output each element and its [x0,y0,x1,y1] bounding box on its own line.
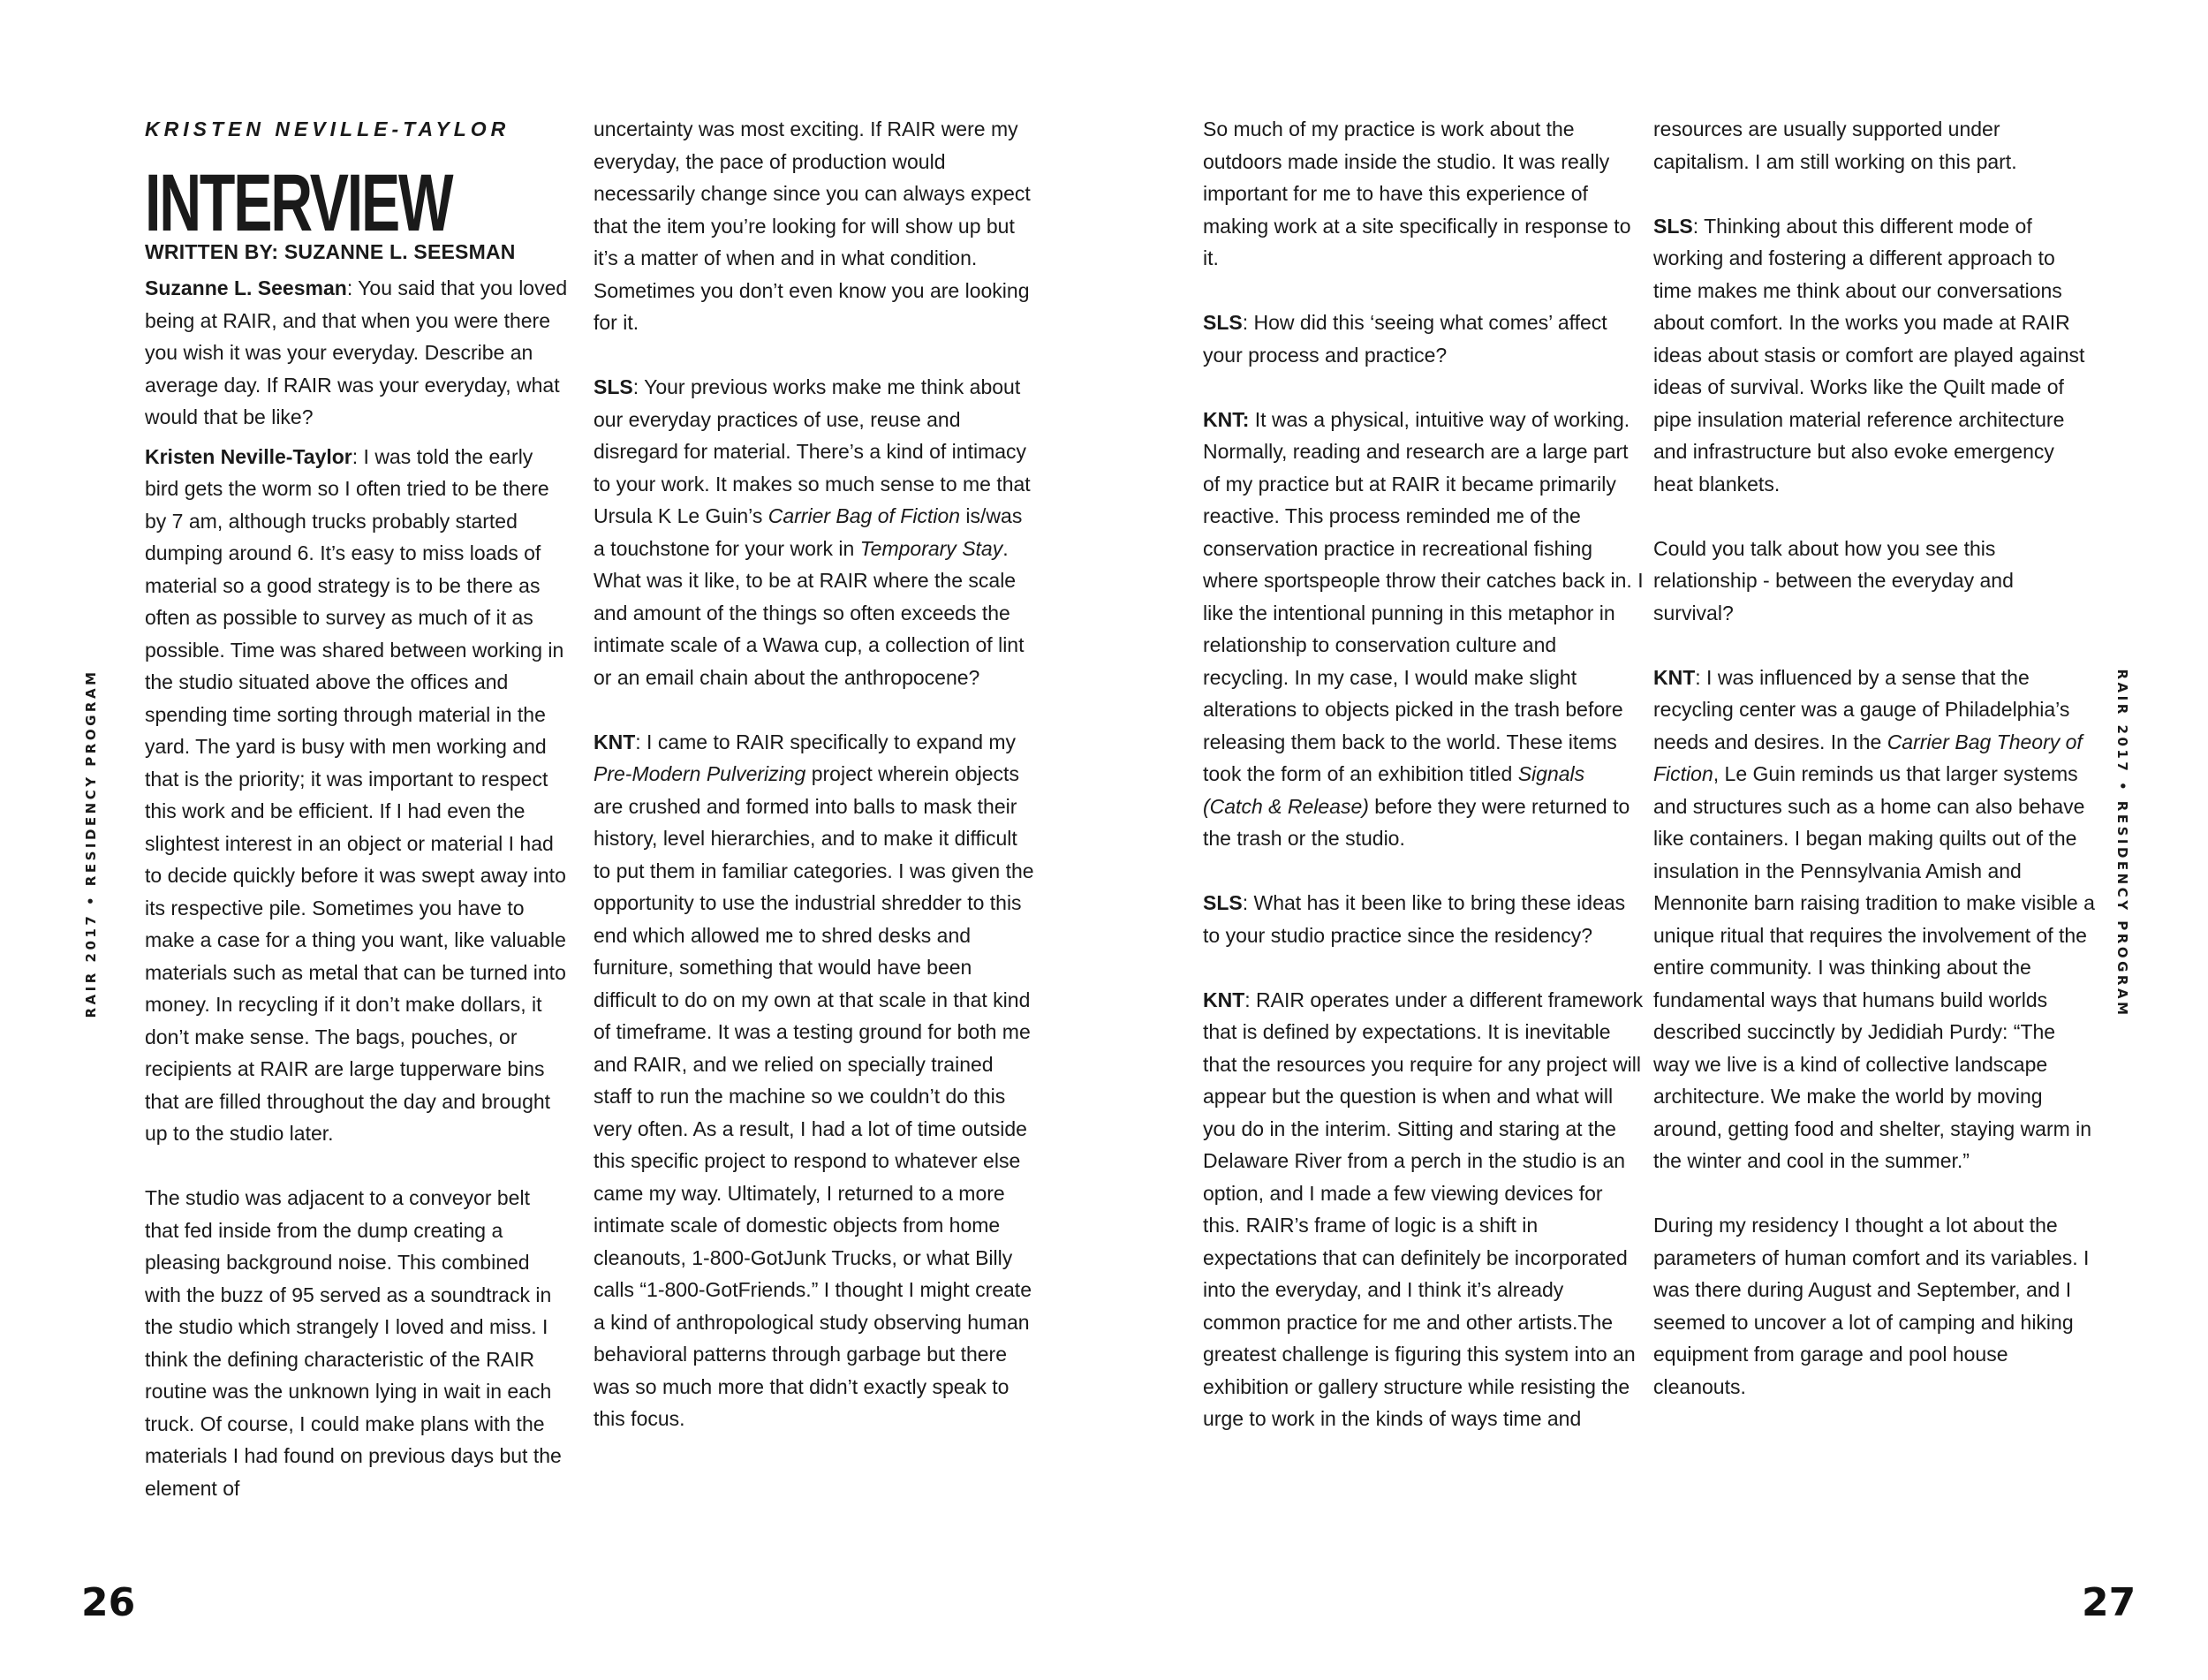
paragraph-text: During my residency I thought a lot about the parameters of human comfort and its variables. I was there during August and September, and I seemed to uncover a lot of camping and hiking equipment from garage and pool house cleanouts. [1653,1214,2090,1398]
paragraph-text: The studio was adjacent to a conveyor belt that fed inside from the dump creating a pleasing background noise. This combined with the buzz of 95 served as a soundtrack in the studio which strangely I loved and miss. I think the defining characteristic of the RAIR routine was the unknown lying in wait in each truck. Of course, I could make plans with the materials I had found on previous days but the element of [145,1186,562,1500]
title-italic: Carrier Bag Theory of Fiction [1653,730,2083,785]
paragraph-text: : Thinking about this different mode of working and fostering a different approach to time makes me think about our conversations about comfort. In the works you made at RAIR ideas about stasis or comfort are played against ideas of survival. Works like the Quilt made of pipe insulation material reference architecture and infrastructure but also evoke emergency heat blankets. [1653,214,2085,496]
paragraph [145,441,569,1150]
paragraph-text: So much of my practice is work about the outdoors made inside the studio. It was really important for me to have this experience of making work at a site specifically in response to it. [1203,117,1631,269]
paragraph-text: uncertainty was most exciting. If RAIR were my everyday, the pace of production would necessarily change since you can always expect that the item you’re looking for will show up but it’s a matter of when and in what condition. Sometimes you don’t even know you are looking for it. [594,117,1031,334]
paragraph [145,1182,569,1504]
paragraph-text: project wherein objects are crushed and formed into balls to mask their history, level hierarchies, and to make it difficult to put them in familiar categories. I was given the opportunity to use the industrial shredder to this end which allowed me to shred desks and furniture, something that would have been difficult to do on my own at that scale in that kind of timeframe. It was a testing ground for both me and RAIR, and we relied on specially trained staff to run the machine so we couldn’t do this very often. As a result, I had a lot of time outside this specific project to respond to whatever else came my way. Ultimately, I returned to a more intimate scale of domestic objects from home cleanouts, 1-800-GotJunk Trucks, or what Billy calls “1-800-GotFriends.” I thought I might create a kind of anthropological study observing human behavioral patterns through garbage but there was so much more that didn’t exactly speak to this focus. [594,762,1034,1430]
title-italic: Carrier Bag of Fiction [768,504,961,527]
paragraph-text: : What has it been like to bring these ideas to your studio practice since the residency? [1203,891,1626,947]
paragraph [1203,113,1645,275]
column-1 [145,113,569,1504]
page-number-left: 26 [81,1580,136,1625]
right-running-head: RAIR 2017 • RESIDENCY PROGRAM [2114,669,2130,1018]
column-2 [594,113,1035,1435]
paragraph-text: : Your previous works make me think about our everyday practices of use, reuse and disregard for material. There’s a kind of intimacy to your work. It makes so much sense to me that Ursula K Le Guin’s [594,375,1031,527]
author-name: KRISTEN NEVILLE-TAYLOR [145,117,510,140]
paragraph-text: resources are usually supported under capitalism. I am still working on this part. [1653,117,2017,173]
paragraph [1203,984,1645,1435]
speaker-label: SLS [1203,891,1243,914]
paragraph-text: : You said that you loved being at RAIR, and that when you were there you wish it was your everyday. Describe an average day. If RAIR was your everyday, what would that be like? [145,276,568,428]
paragraph-text: , Le Guin reminds us that larger systems and structures such as a home can also behave like containers. I began making quilts out of the insulation in the Pennsylvania Amish and Mennonite barn raising tradition to make visible a unique ritual that requires the involvement of the entire community. I was thinking about the fundamental ways that humans build worlds described succinctly by Jedidiah Purdy: “The way we live is a kind of collective landscape architecture. We make the world by moving around, getting food and shelter, staying warm in the winter and cool in the summer.” [1653,762,2095,1172]
paragraph [1653,1209,2095,1403]
speaker-label: Kristen Neville-Taylor [145,444,352,468]
speaker-label: SLS [1653,214,1693,238]
speaker-label: KNT [1203,988,1245,1011]
paragraph [1653,210,2095,501]
paragraph-text: is/was a touchstone for your work in [594,504,1023,560]
paragraph [145,272,569,434]
paragraph [1653,113,2095,178]
paragraph [594,371,1035,693]
paragraph-text: : I was told the early bird gets the worm so I often tried to be there by 7 am, although trucks probably started dumping around 6. It’s easy to miss loads of material so a good strategy is to be there as often as possible to survey as much of it as possible. Time was shared between working in the studio situated above the offices and spending time sorting through material in the yard. The yard is busy with men working and that is the priority; it was important to respect this work and be efficient. If I had even the slightest interest in an object or material I had to decide quickly before it was swept away into its respective pile. Sometimes you have to make a case for a thing you want, like valuable materials such as metal that can be turned into money. In recycling if it don’t make dollars, it don’t make sense. The bags, pouches, or recipients at RAIR are large tupperware bins that are filled throughout the day and brought up to the studio later. [145,444,566,1145]
column-4 [1653,113,2095,1403]
paragraph-text: : I came to RAIR specifically to expand my [635,730,1017,753]
paragraph [594,113,1035,339]
paragraph-text: : I was influenced by a sense that the recycling center was a gauge of Philadelphia’s needs and desires. In the [1653,665,2070,753]
page-number-right: 27 [2082,1580,2136,1625]
paragraph [1203,306,1645,371]
paragraph-text: : RAIR operates under a different framework that is defined by expectations. It is inevitable that the resources you require for any project will appear but the question is when and what will you do in the interim. Sitting and staring at the Delaware River from a perch in the studio is an option, and I made a few viewing devices for this. RAIR’s frame of logic is a shift in expectations that can definitely be incorporated into the everyday, and I think it’s already common practice for me and other artists.The greatest challenge is figuring this system into an exhibition or gallery structure while resisting the urge to work in the kinds of ways time and [1203,988,1644,1430]
paragraph [1203,404,1645,855]
paragraph-text: Could you talk about how you see this relationship - between the everyday and survival? [1653,536,2014,624]
speaker-label: KNT: [1203,407,1250,431]
paragraph [1653,533,2095,630]
paragraph-text: It was a physical, intuitive way of working. Normally, reading and research are a large part of my practice but at RAIR it became primarily reactive. This process reminded me of the conservation practice in recreational fishing where sportspeople throw their catches back in. I like the intentional punning in this metaphor in relationship to conservation culture and recycling. In my case, I would make slight alterations to objects picked in the trash before releasing them back to the world. These items took the form of an exhibition titled [1203,407,1644,785]
paragraph-text: before they were returned to the trash or the studio. [1203,794,1630,850]
speaker-label: SLS [1203,311,1243,334]
left-running-head: RAIR 2017 • RESIDENCY PROGRAM [83,669,99,1018]
paragraph-text: : How did this ‘seeing what comes’ affect your process and practice? [1203,311,1607,367]
speaker-label: SLS [594,375,633,398]
paragraph [1653,662,2095,1177]
speaker-label: Suzanne L. Seesman [145,276,347,299]
byline: WRITTEN BY: SUZANNE L. SEESMAN [145,240,516,263]
speaker-label: KNT [1653,665,1696,689]
paragraph [594,726,1035,1435]
paragraph-text: . What was it like, to be at RAIR where the scale and amount of the things so often exceeds the intimate scale of a Wawa cup, a collection of lint or an email chain about the anthropocene? [594,536,1025,689]
paragraph [1203,887,1645,951]
title-italic: Signals (Catch & Release) [1203,762,1585,818]
speaker-label: KNT [594,730,636,753]
column-3 [1203,113,1645,1435]
title-italic: Pre-Modern Pulverizing [594,762,806,785]
title-italic: Temporary Stay [859,536,1003,560]
page-title: INTERVIEW [145,158,452,248]
